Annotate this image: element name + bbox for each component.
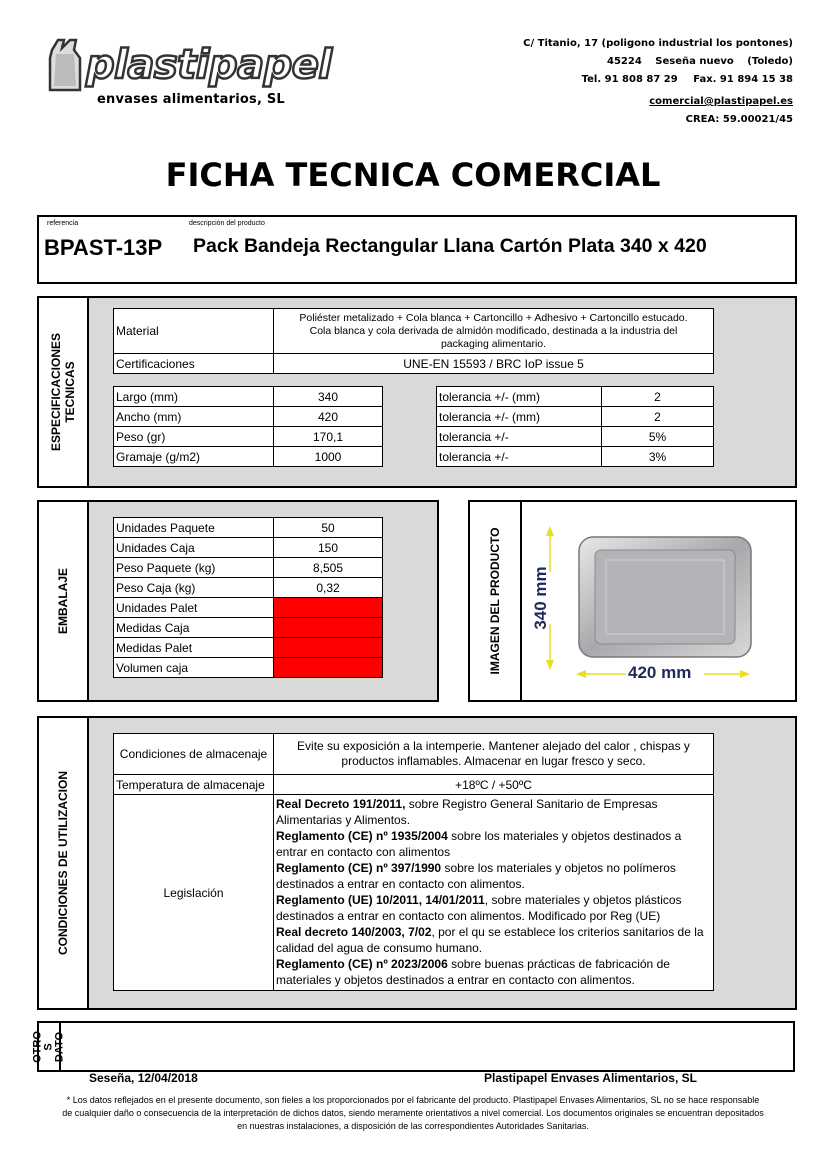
postal-code: 45224 bbox=[607, 56, 642, 67]
disclaimer-line: * Los datos reflejados en el presente documento, son fieles a los proporcionados por el fabricante del producto. Plastipapel Envases Alimentarios, SL no se hace responsable bbox=[66, 1095, 760, 1105]
tray-base bbox=[595, 550, 735, 644]
material-row bbox=[114, 309, 714, 354]
address-city bbox=[607, 56, 793, 67]
packaging-label-cell: Medidas Palet bbox=[114, 638, 274, 658]
description-label: descripción del producto bbox=[189, 220, 265, 227]
legislation-text: sobre Registro General Sanitario de Empresas Alimentarias y Alimentos. bbox=[276, 797, 658, 827]
legislation-ref: Reglamento (UE) 10/2011, 14/01/2011 bbox=[276, 893, 485, 907]
crea-number: CREA: 59.00021/45 bbox=[685, 114, 793, 125]
dimension-value: 340 bbox=[274, 387, 383, 407]
legislation-ref: Reglamento (CE) nº 397/1990 bbox=[276, 861, 442, 875]
packaging-value-missing: - bbox=[274, 598, 383, 618]
product-description: Pack Bandeja Rectangular Llana Cartón Plata 340 x 420 bbox=[193, 235, 707, 257]
specs-section bbox=[37, 296, 797, 488]
tolerance-row bbox=[437, 387, 714, 407]
legislation-item bbox=[276, 956, 711, 988]
temperature-row bbox=[114, 775, 714, 795]
temperature-value: +18ºC / +50ºC bbox=[274, 775, 714, 795]
conditions-side-label bbox=[39, 718, 89, 1008]
logo-subtitle: envases alimentarios, SL bbox=[97, 92, 285, 107]
tolerance-value: 2 bbox=[602, 407, 714, 427]
place-date: Seseña, 12/04/2018 bbox=[89, 1071, 198, 1085]
packaging-value-missing: - bbox=[274, 638, 383, 658]
dimension-row bbox=[114, 407, 383, 427]
packaging-label-cell: Unidades Caja bbox=[114, 538, 274, 558]
packaging-label: EMBALAJE bbox=[56, 567, 70, 635]
width-dimension-label: 420 mm bbox=[628, 663, 692, 682]
reference-box bbox=[37, 215, 797, 284]
packaging-row bbox=[114, 598, 383, 618]
province: (Toledo) bbox=[747, 56, 793, 67]
storage-row bbox=[114, 734, 714, 775]
other-side-label bbox=[31, 1023, 66, 1070]
packaging-value: 150 bbox=[274, 538, 383, 558]
legislation-ref: Reglamento (CE) nº 2023/2006 bbox=[276, 957, 448, 971]
specs-label-2: TECNICAS bbox=[63, 361, 77, 423]
legislation-item bbox=[276, 892, 711, 924]
legislation-ref: Real decreto 140/2003, 7/02 bbox=[276, 925, 432, 939]
legislation-item bbox=[276, 796, 711, 828]
arrow-down-icon bbox=[546, 660, 554, 670]
packaging-label-cell: Unidades Palet bbox=[114, 598, 274, 618]
arrow-right-icon bbox=[740, 670, 750, 678]
legislation-text: , por el qu se establece los criterios sanitarios de la calidad del agua de consumo humano. bbox=[276, 925, 704, 955]
other-label-3: DATO bbox=[53, 1031, 66, 1062]
dimension-row bbox=[114, 427, 383, 447]
conditions-table bbox=[113, 733, 714, 991]
legislation-text: sobre los materiales y objetos no polímeros destinados a entrar en contacto con alimentos. bbox=[276, 861, 676, 891]
cert-value: UNE-EN 15593 / BRC IoP issue 5 bbox=[274, 354, 714, 374]
packaging-value: 0,32 bbox=[274, 578, 383, 598]
legislation-label: Legislación bbox=[114, 795, 274, 991]
legislation-item bbox=[276, 828, 711, 860]
storage-value bbox=[274, 734, 714, 775]
tolerance-label: tolerancia +/- bbox=[437, 427, 602, 447]
product-image-section bbox=[468, 500, 797, 702]
tolerance-row bbox=[437, 427, 714, 447]
cert-row bbox=[114, 354, 714, 374]
page-title: FICHA TECNICA COMERCIAL bbox=[165, 156, 661, 194]
storage-value-line: productos inflamables. Almacenar en lugar fresco y seco. bbox=[341, 754, 646, 768]
dimension-label: Peso (gr) bbox=[114, 427, 274, 447]
material-value-line: packaging alimentario. bbox=[440, 337, 547, 350]
legislation-item bbox=[276, 860, 711, 892]
packaging-row bbox=[114, 558, 383, 578]
reference-label: referencia bbox=[47, 220, 79, 227]
specs-label-1: ESPECIFICACIONES bbox=[49, 332, 63, 452]
city: Seseña nuevo bbox=[655, 56, 734, 67]
tolerance-value: 3% bbox=[602, 447, 714, 467]
legislation-ref: Real Decreto 191/2011, bbox=[276, 797, 406, 811]
tolerance-label: tolerancia +/- bbox=[437, 447, 602, 467]
product-code: BPAST-13P bbox=[44, 235, 163, 260]
dimension-row bbox=[114, 447, 383, 467]
conditions-label: CONDICIONES DE UTILIZACION bbox=[56, 770, 70, 956]
packaging-row bbox=[114, 578, 383, 598]
legislation-text: sobre buenas prácticas de fabricación de materiales y objetos destinados a entrar en contacto con alimentos. bbox=[276, 957, 670, 987]
packaging-label-cell: Unidades Paquete bbox=[114, 518, 274, 538]
material-value-line: Poliéster metalizado + Cola blanca + Cartoncillo + Adhesivo + Cartoncillo estucado. bbox=[299, 311, 688, 324]
dimension-label: Gramaje (g/m2) bbox=[114, 447, 274, 467]
dimension-label: Ancho (mm) bbox=[114, 407, 274, 427]
disclaimer-line: en nuestras instalaciones, a disposición de las correspondientes Autoridades Sanitarias. bbox=[237, 1121, 589, 1131]
packaging-value-missing: - bbox=[274, 658, 383, 678]
address-line: C/ Titanio, 17 (poligono industrial los pontones) bbox=[523, 38, 793, 49]
packaging-section bbox=[37, 500, 439, 702]
legislation-text: , sobre materiales y objetos plásticos destinados a entrar en contacto con alimentos. Modificado por Reg (UE) bbox=[276, 893, 682, 923]
storage-label: Condiciones de almacenaje bbox=[114, 734, 274, 775]
other-label-2: S bbox=[42, 1042, 55, 1051]
dimensions-table bbox=[113, 386, 383, 467]
packaging-label-cell: Medidas Caja bbox=[114, 618, 274, 638]
packaging-label-cell: Peso Caja (kg) bbox=[114, 578, 274, 598]
storage-value-line: Evite su exposición a la intemperie. Mantener alejado del calor , chispas y bbox=[297, 739, 690, 753]
legislation-ref: Reglamento (CE) nº 1935/2004 bbox=[276, 829, 448, 843]
other-label-1: OTRO bbox=[31, 1030, 44, 1063]
packaging-label-cell: Volumen caja bbox=[114, 658, 274, 678]
tolerance-value: 2 bbox=[602, 387, 714, 407]
logo-text: plastipapel bbox=[86, 42, 332, 88]
arrow-up-icon bbox=[546, 526, 554, 536]
legislation-text: sobre los materiales y objetos destinados a entrar en contacto con alimentos bbox=[276, 829, 682, 859]
dimension-value: 420 bbox=[274, 407, 383, 427]
cert-label: Certificaciones bbox=[114, 354, 274, 374]
contact-phones bbox=[582, 74, 793, 85]
tolerance-label: tolerancia +/- (mm) bbox=[437, 387, 602, 407]
other-data-section bbox=[31, 1021, 795, 1072]
dimension-value: 170,1 bbox=[274, 427, 383, 447]
material-value bbox=[274, 309, 714, 354]
conditions-section bbox=[37, 716, 797, 1010]
packaging-row bbox=[114, 518, 383, 538]
material-label: Material bbox=[114, 309, 274, 354]
tolerance-row bbox=[437, 407, 714, 427]
packaging-table bbox=[113, 517, 383, 678]
disclaimer-line: de cualquier daño o consecuencia de la interpretación de dichos datos, siendo meramente orientativos a nivel comercial. Los documentos originales se encuentran depositados bbox=[62, 1108, 764, 1118]
legislation-row bbox=[114, 795, 714, 991]
tolerance-table bbox=[436, 386, 714, 467]
dimension-value: 1000 bbox=[274, 447, 383, 467]
packaging-value-missing: - bbox=[274, 618, 383, 638]
packaging-value: 50 bbox=[274, 518, 383, 538]
image-label: IMAGEN DEL PRODUCTO bbox=[488, 527, 502, 675]
specs-side-label bbox=[39, 298, 89, 486]
legislation-item bbox=[276, 924, 711, 956]
packaging-row bbox=[114, 538, 383, 558]
legislation-list bbox=[274, 795, 714, 991]
email-link[interactable]: comercial@plastipapel.es bbox=[649, 96, 793, 107]
packaging-row bbox=[114, 658, 383, 678]
disclaimer bbox=[30, 1094, 796, 1133]
phone: Tel. 91 808 87 29 bbox=[581, 74, 678, 85]
temperature-label: Temperatura de almacenaje bbox=[114, 775, 274, 795]
footer-company: Plastipapel Envases Alimentarios, SL bbox=[484, 1071, 697, 1085]
tolerance-row bbox=[437, 447, 714, 467]
packaging-label-cell: Peso Paquete (kg) bbox=[114, 558, 274, 578]
packaging-row bbox=[114, 618, 383, 638]
arrow-left-icon bbox=[576, 670, 586, 678]
material-value-line: Cola blanca y cola derivada de almidón modificado, destinada a la industria del bbox=[309, 324, 678, 337]
dimension-label: Largo (mm) bbox=[114, 387, 274, 407]
image-side-label bbox=[470, 502, 522, 700]
packaging-side-label bbox=[39, 502, 89, 700]
fax: Fax. 91 894 15 38 bbox=[693, 74, 793, 85]
height-dimension-label: 340 mm bbox=[531, 566, 550, 630]
packaging-row bbox=[114, 638, 383, 658]
dimension-row bbox=[114, 387, 383, 407]
packaging-value: 8,505 bbox=[274, 558, 383, 578]
tolerance-label: tolerancia +/- (mm) bbox=[437, 407, 602, 427]
tolerance-value: 5% bbox=[602, 427, 714, 447]
material-table bbox=[113, 308, 714, 374]
